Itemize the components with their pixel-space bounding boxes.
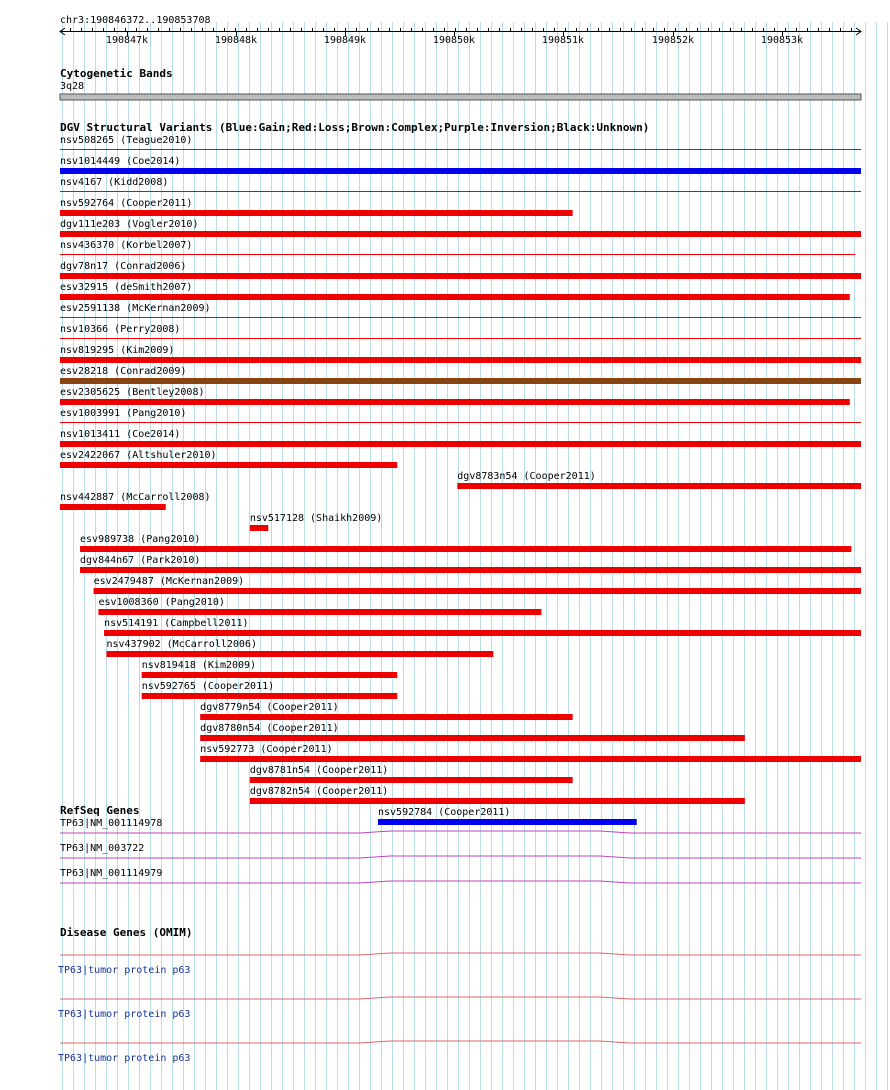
variant-bar	[200, 756, 861, 762]
variant-bar	[60, 168, 861, 174]
ruler-tick-label: 190852k	[651, 35, 695, 46]
variant-label: nsv4167 (Kidd2008)	[60, 177, 169, 188]
omim-gene-label: TP63|tumor protein p63	[58, 965, 191, 976]
ruler-tick-label: 190849k	[323, 35, 367, 46]
omim-gene-model	[60, 997, 861, 999]
variant-label: nsv517128 (Shaikh2009)	[249, 513, 383, 524]
variant-label: nsv437902 (McCarroll2006)	[106, 639, 257, 650]
variant-label: dgv111e203 (Vogler2010)	[60, 219, 199, 230]
omim-gene-model	[60, 1041, 861, 1043]
variant-bar	[94, 588, 861, 594]
variant-bar	[250, 777, 573, 783]
omim-track-title: Disease Genes (OMIM)	[60, 926, 193, 939]
variant-bar	[60, 441, 861, 447]
variant-bar	[142, 693, 398, 699]
variant-bar	[60, 294, 850, 300]
refseq-gene-label: TP63|NM_003722	[60, 843, 145, 854]
ruler-tick-label: 190847k	[105, 35, 149, 46]
variant-bar	[106, 651, 493, 657]
variant-label: dgv78n17 (Conrad2006)	[60, 261, 187, 272]
variant-label: nsv592764 (Cooper2011)	[60, 198, 193, 209]
cytoband-track-title: Cytogenetic Bands	[60, 67, 173, 80]
variant-label: nsv592765 (Cooper2011)	[141, 681, 275, 692]
variant-label: dgv8779n54 (Cooper2011)	[200, 702, 339, 713]
refseq-gene-model	[60, 881, 861, 883]
refseq-gene-label: TP63|NM_001114978	[60, 818, 163, 829]
variant-bar	[60, 210, 573, 216]
variant-label: dgv844n67 (Park2010)	[80, 555, 201, 566]
variant-bar	[60, 462, 397, 468]
omim-gene-label: TP63|tumor protein p63	[58, 1053, 191, 1064]
variant-bar	[60, 357, 861, 363]
variant-bar	[60, 378, 861, 384]
variant-label: esv2305625 (Bentley2008)	[60, 387, 205, 398]
variant-bar	[142, 672, 398, 678]
cytoband-label: 3q28	[60, 81, 85, 92]
variant-label: nsv592773 (Cooper2011)	[200, 744, 333, 755]
variant-label: nsv592784 (Cooper2011)	[377, 807, 511, 818]
variant-label: esv2591138 (McKernan2009)	[60, 303, 211, 314]
variant-bar	[80, 567, 861, 573]
cytoband-bar	[60, 94, 861, 100]
variant-label: dgv8782n54 (Cooper2011)	[249, 786, 389, 797]
refseq-gene-model	[60, 856, 861, 858]
variant-label: esv989738 (Pang2010)	[80, 534, 201, 545]
refseq-track-title: RefSeq Genes	[60, 804, 140, 817]
variant-label: nsv1013411 (Coe2014)	[60, 429, 181, 440]
ruler-position: chr3:190846372..190853708	[60, 15, 211, 26]
variant-label: esv1003991 (Pang2010)	[60, 408, 187, 419]
refseq-gene-label: TP63|NM_001114979	[60, 868, 163, 879]
variant-bar	[250, 525, 268, 531]
variant-label: esv2422067 (Altshuler2010)	[60, 450, 217, 461]
variant-bar	[104, 630, 861, 636]
variant-label: dgv8780n54 (Cooper2011)	[200, 723, 339, 734]
dgv-track-title: DGV Structural Variants (Blue:Gain;Red:Loss;Brown:Complex;Purple:Inversion;Black:Unknown)	[60, 121, 650, 134]
omim-gene-model	[60, 953, 861, 955]
variant-bar	[80, 546, 851, 552]
variant-label: nsv10366 (Perry2008)	[60, 324, 181, 335]
variant-bar	[60, 504, 166, 510]
ruler-tick-label: 190850k	[432, 35, 476, 46]
variant-bar	[60, 231, 861, 237]
variant-bar	[457, 483, 861, 489]
ruler-tick-label: 190851k	[541, 35, 585, 46]
variant-bar	[200, 735, 745, 741]
variant-label: esv32915 (deSmith2007)	[60, 282, 193, 293]
variant-label: nsv436370 (Korbel2007)	[60, 240, 193, 251]
variant-bar	[378, 819, 637, 825]
variant-bar	[98, 609, 541, 615]
variant-label: esv1008360 (Pang2010)	[98, 597, 225, 608]
variant-label: esv2479487 (McKernan2009)	[93, 576, 245, 587]
variant-label: nsv442887 (McCarroll2008)	[60, 492, 211, 503]
variant-label: nsv819418 (Kim2009)	[141, 660, 257, 671]
variant-bar	[60, 273, 861, 279]
variant-label: esv28218 (Conrad2009)	[60, 366, 187, 377]
variant-label: dgv8781n54 (Cooper2011)	[249, 765, 389, 776]
variant-label: dgv8783n54 (Cooper2011)	[457, 471, 596, 482]
variant-label: nsv508265 (Teague2010)	[60, 135, 193, 146]
variant-label: nsv514191 (Campbell2011)	[104, 618, 249, 629]
omim-gene-label: TP63|tumor protein p63	[58, 1009, 191, 1020]
variant-label: nsv819295 (Kim2009)	[60, 345, 175, 356]
variant-bar	[250, 798, 745, 804]
variant-label: nsv1014449 (Coe2014)	[60, 156, 181, 167]
ruler-tick-label: 190848k	[214, 35, 258, 46]
ruler-tick-label: 190853k	[760, 35, 804, 46]
variant-bar	[200, 714, 572, 720]
variant-bar	[60, 399, 850, 405]
refseq-gene-model	[60, 831, 861, 833]
